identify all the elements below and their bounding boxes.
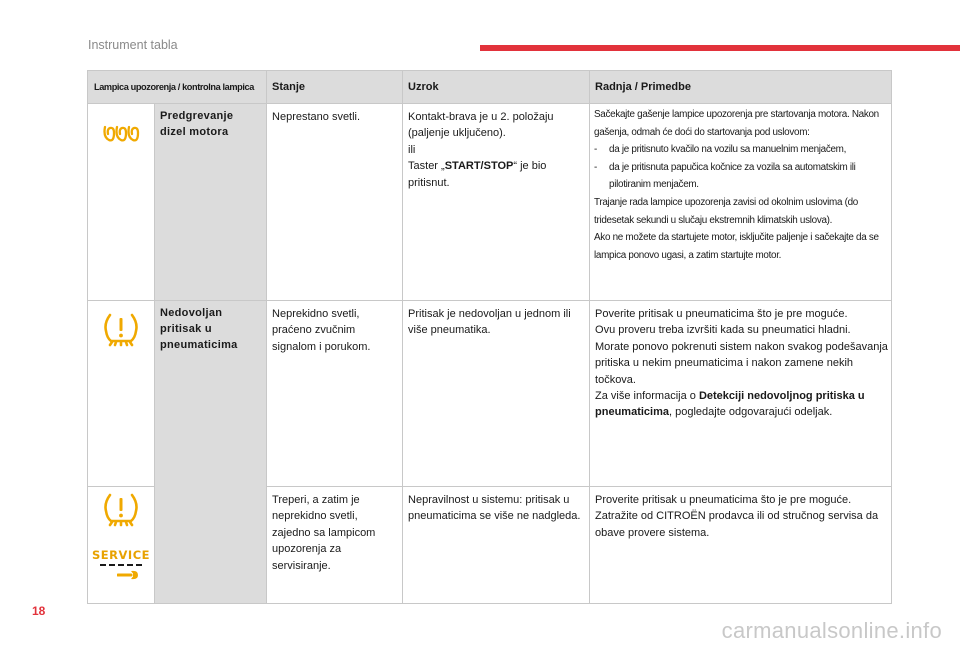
cause-or: ili [408, 143, 416, 156]
state-text: Neprekidno svetli, praćeno zvučnim signalom i porukom. [272, 308, 371, 353]
state-text: Neprestano svetli. [272, 111, 361, 123]
service-label: SERVICE [92, 548, 150, 562]
column-header-lamp: Lampica upozorenja / kontrolna lampica [88, 71, 267, 104]
cause-part: Taster „ [408, 160, 445, 173]
cause-text: Pritisak je nedovoljan u jednom ili više pneumatika. [408, 308, 571, 337]
cause-line: Kontakt-brava je u 2. položaju (paljenje uključeno). [408, 111, 554, 140]
page-number: 18 [32, 604, 46, 618]
lamp-icon-cell [88, 104, 155, 301]
cross-reference: Detekciji nedovoljnog pritiska u pneumaticima [595, 390, 865, 419]
action-paragraph: Poverite pritisak u pneumaticima što je pre moguće. [595, 308, 848, 320]
action-paragraph: Trajanje rada lampice upozorenja zavisi od okolnim uslovima (do tridesetak sekundi u slučaju ekstremnih klimatskih uslova). [594, 196, 858, 226]
glow-plug-icon [102, 123, 140, 145]
table-row [88, 301, 892, 487]
cause-part: “ je bio pritisnut. [408, 160, 547, 189]
cause-line [408, 158, 583, 191]
column-header-cause: Uzrok [403, 71, 590, 104]
tyre-pressure-icon [101, 489, 141, 529]
action-paragraph: Ovu proveru treba izvršiti kada su pneumatici hladni. [595, 324, 851, 337]
service-lamp [88, 548, 154, 586]
list-item [594, 141, 889, 159]
action-paragraph: Morate ponovo pokrenuti sistem nakon svakog podešavanja pritiska u nekim pneumaticima i nakon zamene nekih točkova. [595, 340, 888, 386]
page-header-title: Instrument tabla [88, 38, 178, 52]
cause-text [403, 104, 589, 191]
action-text [590, 104, 891, 264]
lamp-icon-cell [88, 301, 155, 487]
list-item-text: da je pritisnuta papučica kočnice za vozila sa automatskim ili pilotiranim menjačem. [609, 161, 856, 191]
wrench-icon [117, 569, 139, 581]
state-text: Treperi, a zatim je neprekidno svetli, zajedno sa lampicom upozorenja za servisiranje. [272, 494, 376, 572]
action-paragraph: Proverite pritisak u pneumaticima što je pre moguće. [595, 494, 852, 506]
warning-lamps-table [87, 70, 892, 604]
action-paragraph: Sačekajte gašenje lampice upozorenja pre startovanja motora. Nakon gašenja, odmah će doći do startovanja pod uslovom: [594, 109, 879, 138]
watermark: carmanualsonline.info [721, 618, 942, 643]
column-header-state: Stanje [267, 71, 403, 104]
action-paragraph: Zatražite od CITROËN prodavca ili od stručnog servisa da obave provere sistema. [595, 510, 879, 539]
list-item [594, 159, 889, 194]
action-part: , pogledajte odgovarajući odeljak. [668, 406, 833, 419]
header-accent-bar [480, 45, 960, 51]
cause-text: Nepravilnost u sistemu: pritisak u pneumaticima se više ne nadgleda. [408, 494, 581, 523]
list-item-text: da je pritisnuto kvačilo na vozilu sa manuelnim menjačem, [609, 144, 847, 156]
table-header-row [88, 71, 892, 104]
lamp-name: Nedovoljan pritisak u pneumaticima [155, 301, 267, 604]
action-text [590, 301, 891, 421]
tyre-pressure-icon [101, 309, 141, 349]
lamp-icon-cell [88, 487, 155, 604]
list-dash: - [594, 144, 598, 156]
cause-bold: START/STOP [444, 160, 514, 173]
action-paragraph: Ako ne možete da startujete motor, isključite paljenje i sačekajte da se lampica ponovo ugasi, a zatim startujte motor. [594, 232, 879, 261]
action-part: Za više informacija o [595, 390, 699, 403]
service-dashed-line [100, 564, 142, 566]
table-row [88, 104, 892, 301]
action-text [590, 487, 891, 541]
action-paragraph [595, 388, 889, 421]
list-dash: - [594, 161, 598, 173]
column-header-action: Radnja / Primedbe [590, 71, 892, 104]
lamp-name: Predgrevanje dizel motora [155, 104, 267, 301]
